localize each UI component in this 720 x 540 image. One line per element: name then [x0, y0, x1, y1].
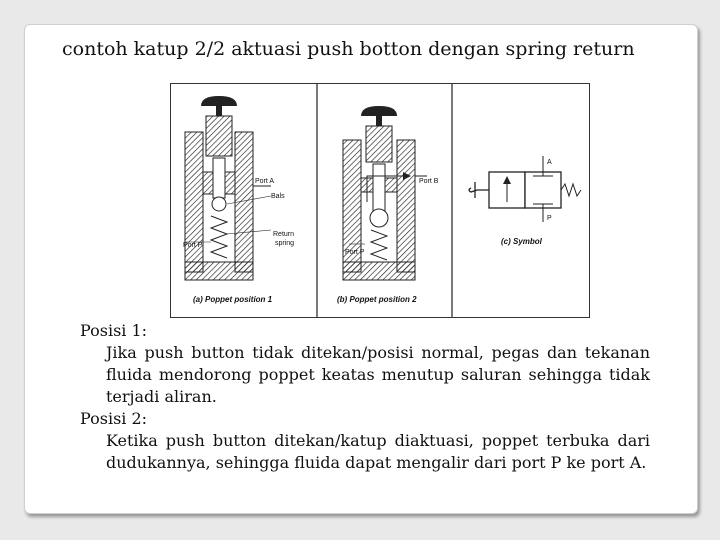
label-return: Return — [273, 231, 295, 238]
label-symbol-a: A — [547, 159, 552, 166]
label-spring: spring — [275, 240, 295, 247]
slide-body — [80, 320, 650, 474]
caption-panel-c: (c) Symbol — [501, 237, 542, 246]
label-port-p-b: Port P — [345, 249, 365, 256]
label-port-b: Port B — [419, 178, 439, 185]
caption-panel-b: (b) Poppet position 2 — [337, 295, 417, 304]
position-1-description: Jika push button tidak ditekan/posisi normal, pegas dan tekanan fluida mendorong poppet keatas menutup saluran sehingga tidak terjadi aliran. — [106, 343, 650, 406]
panel-c-symbol — [469, 156, 581, 222]
valve-diagram-svg — [171, 84, 589, 317]
label-ball: Bals — [271, 193, 285, 200]
position-2-description: Ketika push button ditekan/katup diaktuasi, poppet terbuka dari dudukannya, sehingga fluida dapat mengalir dari port P ke port A. — [106, 431, 650, 472]
position-2-heading: Posisi 2: — [80, 409, 148, 428]
label-symbol-p: P — [547, 215, 552, 222]
panel-a-drawing — [185, 96, 271, 280]
slide-title: contoh katup 2/2 aktuasi push botton dengan spring return — [62, 38, 635, 60]
valve-diagram — [170, 83, 590, 318]
caption-panel-a: (a) Poppet position 1 — [193, 295, 273, 304]
label-port-a: Port A — [255, 178, 275, 185]
label-port-p-a: Port P — [183, 242, 203, 249]
position-1-heading: Posisi 1: — [80, 321, 148, 340]
